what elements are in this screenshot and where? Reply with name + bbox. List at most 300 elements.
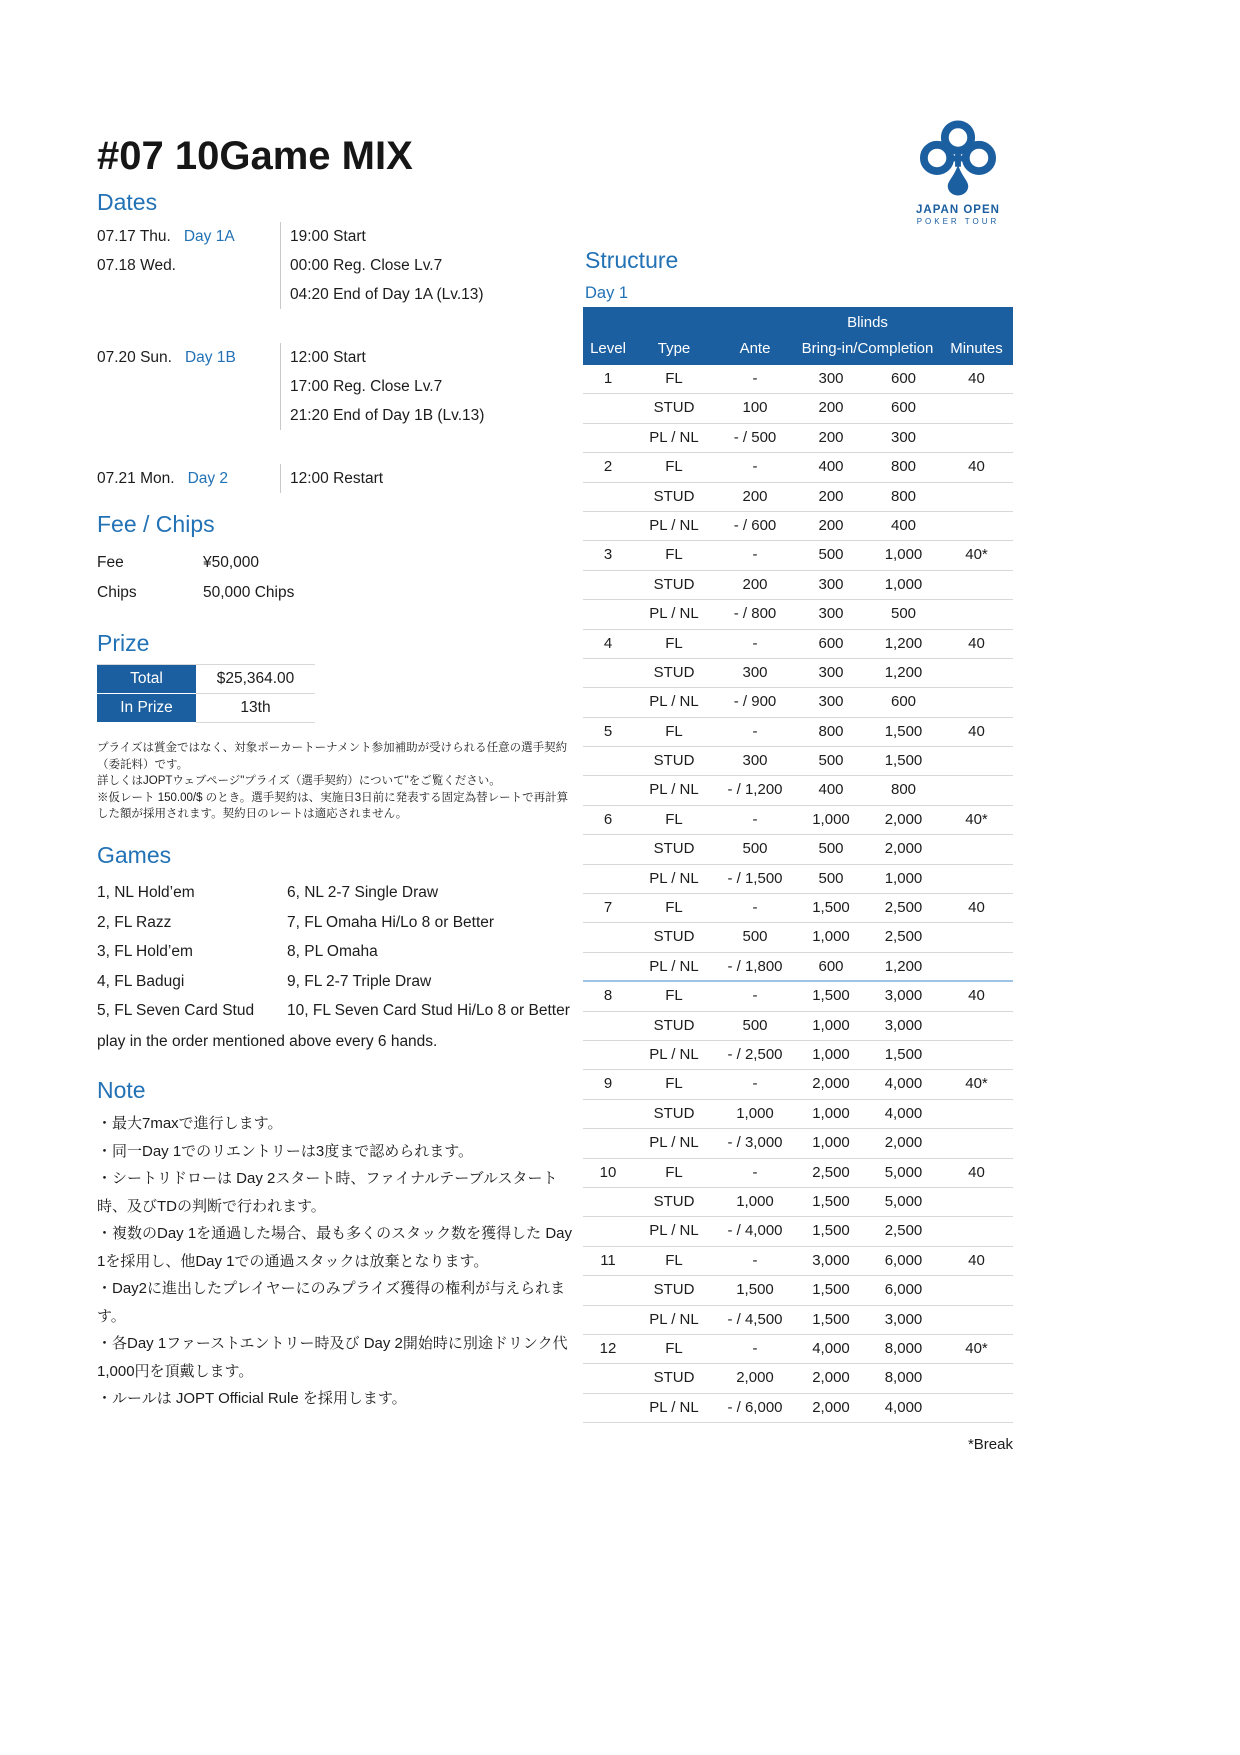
cell-bring-in: 1,000 <box>812 1134 850 1152</box>
game-item: 10, FL Seven Card Stud Hi/Lo 8 or Better <box>287 1002 570 1019</box>
cell-completion: 1,200 <box>884 957 923 975</box>
cell-bring-in: 1,000 <box>812 810 850 828</box>
cell-completion: 1,200 <box>884 634 923 652</box>
table-row <box>583 776 1013 805</box>
cell-ante: - <box>752 1163 758 1181</box>
table-row <box>583 394 1013 423</box>
event-line: 17:00 Reg. Close Lv.7 <box>290 378 443 395</box>
table-row <box>583 1247 1013 1276</box>
cell-ante: 100 <box>742 399 768 417</box>
japan-open-poker-tour-logo <box>900 118 1016 226</box>
cell-ante: 1,500 <box>736 1281 774 1299</box>
cell-type: FL <box>665 458 683 476</box>
table-row <box>583 1276 1013 1305</box>
cell-completion: 4,000 <box>884 1398 923 1416</box>
cell-level <box>583 953 633 981</box>
cell-level: 1 <box>603 370 613 387</box>
note-bullet: ・最大7maxで進行します。 <box>97 1115 283 1132</box>
cell-completion: 1,000 <box>884 869 923 887</box>
cell-bring-in: 2,000 <box>812 1075 850 1093</box>
cell-ante: 300 <box>742 752 768 770</box>
note-bullet: ・Day2に進出したプレイヤーにのみプライズ獲得の権利が与えられます。 <box>97 1280 566 1325</box>
cell-minutes <box>940 1188 1013 1216</box>
cell-type: STUD <box>653 1281 695 1299</box>
cell-ante: - <box>752 370 758 387</box>
cell-completion: 1,000 <box>884 546 923 564</box>
cell-level <box>583 1217 633 1245</box>
cell-completion: 2,500 <box>884 1222 923 1240</box>
fee-row-value: 50,000 Chips <box>203 584 295 601</box>
cell-level <box>583 1012 633 1040</box>
games-grid <box>97 878 583 1026</box>
cell-completion: 8,000 <box>884 1339 923 1357</box>
cell-completion: 500 <box>890 605 917 623</box>
prize-row <box>97 665 315 694</box>
cell-ante: - <box>752 899 758 917</box>
cell-completion: 6,000 <box>884 1251 923 1269</box>
games-right-column <box>287 878 583 1026</box>
cell-minutes <box>940 1364 1013 1392</box>
event-line: 12:00 Restart <box>290 470 384 487</box>
cell-completion: 8,000 <box>884 1369 923 1387</box>
cell-level <box>583 1306 633 1334</box>
cell-bring-in: 500 <box>818 869 844 887</box>
cell-completion: 3,000 <box>884 987 923 1005</box>
cell-minutes <box>940 953 1013 981</box>
cell-ante: - / 4,000 <box>727 1222 783 1240</box>
cell-completion: 4,000 <box>884 1104 923 1122</box>
cell-bring-in: 300 <box>818 370 844 387</box>
cell-completion: 600 <box>890 693 917 711</box>
prize-disclaimer <box>97 740 575 823</box>
cell-ante: - <box>752 987 758 1005</box>
table-row <box>583 1070 1013 1099</box>
structure-table <box>583 307 1013 1423</box>
cell-ante: 200 <box>742 487 768 505</box>
bring-in-completion-header: Bring-in/Completion <box>801 340 934 357</box>
cell-bring-in: 1,500 <box>812 1310 850 1328</box>
prize-row <box>97 694 315 723</box>
prize-heading: Prize <box>97 630 150 656</box>
table-row <box>583 424 1013 453</box>
cell-type: PL / NL <box>649 869 699 887</box>
note-bullet: ・各Day 1ファーストエントリー時及び Day 2開始時に別途ドリンク代1,000円を頂戴します。 <box>97 1335 568 1380</box>
day-label: Day 1B <box>184 349 236 366</box>
cell-ante: - <box>752 1251 758 1269</box>
cell-ante: - <box>752 1339 758 1357</box>
cell-type: FL <box>665 1251 683 1269</box>
cell-level: 10 <box>599 1163 617 1181</box>
cell-minutes <box>940 1100 1013 1128</box>
cell-completion: 4,000 <box>884 1075 923 1093</box>
cell-bring-in: 1,500 <box>812 987 850 1005</box>
cell-bring-in: 200 <box>818 428 844 446</box>
cell-minutes: 40 <box>968 987 985 1005</box>
cell-ante: - / 1,200 <box>727 781 783 799</box>
cell-bring-in: 400 <box>818 458 844 476</box>
fee-chips-heading: Fee / Chips <box>97 511 215 537</box>
date-column <box>97 464 280 493</box>
structure-day1-label: Day 1 <box>585 284 629 302</box>
game-item: 5, FL Seven Card Stud <box>97 1002 255 1019</box>
level-header: Level <box>590 340 626 357</box>
cell-type: FL <box>665 370 683 387</box>
blinds-header: Blinds <box>847 314 888 331</box>
cell-type: STUD <box>653 928 695 946</box>
game-item: 7, FL Omaha Hi/Lo 8 or Better <box>287 913 495 931</box>
cell-bring-in: 1,000 <box>812 1045 850 1063</box>
cell-level <box>583 747 633 775</box>
cell-bring-in: 2,000 <box>812 1369 850 1387</box>
cell-type: FL <box>665 1163 683 1181</box>
cell-level <box>583 1188 633 1216</box>
cell-completion: 600 <box>890 370 917 387</box>
cell-minutes: 40 <box>968 1251 985 1269</box>
cell-bring-in: 500 <box>818 840 844 858</box>
structure-table-header-row2 <box>583 336 1013 365</box>
cell-level <box>583 512 633 540</box>
cell-bring-in: 800 <box>818 722 844 740</box>
cell-type: FL <box>665 810 683 828</box>
cell-type: STUD <box>653 663 695 681</box>
cell-minutes <box>940 1276 1013 1304</box>
event-line: 12:00 Start <box>290 349 366 366</box>
cell-level <box>583 659 633 687</box>
cell-level <box>583 835 633 863</box>
logo-text-line1: JAPAN OPEN <box>916 204 1000 216</box>
day-label: Day 2 <box>187 470 229 487</box>
cell-level: 4 <box>603 634 613 652</box>
cell-bring-in: 1,000 <box>812 1104 850 1122</box>
cell-minutes <box>940 483 1013 511</box>
cell-ante: 500 <box>742 1016 768 1034</box>
date-line <box>97 222 280 251</box>
event-line: 00:00 Reg. Close Lv.7 <box>290 257 443 274</box>
cell-minutes <box>940 571 1013 599</box>
cell-bring-in: 300 <box>818 605 844 623</box>
cell-completion: 300 <box>890 428 917 446</box>
cell-minutes: 40 <box>968 370 985 387</box>
cell-ante: - <box>752 1075 758 1093</box>
cell-level <box>583 483 633 511</box>
cell-completion: 2,500 <box>884 899 923 917</box>
structure-table-body <box>583 365 1013 1423</box>
table-row <box>583 1041 1013 1070</box>
cell-type: PL / NL <box>649 1398 699 1416</box>
cell-type: PL / NL <box>649 781 699 799</box>
fee-chips-section <box>97 548 497 608</box>
cell-level <box>583 776 633 804</box>
table-row <box>583 835 1013 864</box>
cell-level <box>583 923 633 951</box>
cell-level: 9 <box>603 1075 613 1093</box>
event-line: 04:20 End of Day 1A (Lv.13) <box>290 286 484 303</box>
cell-minutes: 40* <box>965 1075 988 1093</box>
cell-type: PL / NL <box>649 1134 699 1152</box>
cell-type: STUD <box>653 1104 695 1122</box>
structure-table-header-row1 <box>583 307 1013 336</box>
table-row <box>583 718 1013 747</box>
cell-type: STUD <box>653 575 695 593</box>
date-column <box>97 343 280 430</box>
cell-ante: 500 <box>742 840 768 858</box>
cell-bring-in: 1,500 <box>812 1222 850 1240</box>
cell-bring-in: 4,000 <box>812 1339 850 1357</box>
fee-row-value: ¥50,000 <box>203 554 260 571</box>
table-row <box>583 600 1013 629</box>
cell-type: STUD <box>653 752 695 770</box>
page-title: #07 10Game MIX <box>97 134 413 178</box>
cell-level <box>583 394 633 422</box>
cell-level <box>583 1276 633 1304</box>
cell-type: PL / NL <box>649 957 699 975</box>
games-section <box>97 878 583 1056</box>
prize-row-label: In Prize <box>97 694 196 723</box>
table-row <box>583 453 1013 482</box>
game-item: 9, FL 2-7 Triple Draw <box>287 972 432 990</box>
cell-completion: 2,500 <box>884 928 923 946</box>
cell-bring-in: 1,500 <box>812 1281 850 1299</box>
prize-disclaimer-line: ※仮レート 150.00/$ のとき。選手契約は、実施日3日前に発表する固定為替レートで再計算した額が採用されます。契約日のレートは適応されません。 <box>97 791 569 820</box>
cell-ante: 2,000 <box>736 1369 774 1387</box>
cell-type: STUD <box>653 399 695 417</box>
cell-bring-in: 1,000 <box>812 928 850 946</box>
game-item: 2, FL Razz <box>97 913 172 931</box>
cell-completion: 2,000 <box>884 1134 923 1152</box>
prize-table <box>97 664 315 723</box>
cell-completion: 600 <box>890 399 917 417</box>
cell-level <box>583 1129 633 1157</box>
cell-minutes: 40 <box>968 722 985 740</box>
cell-level <box>583 571 633 599</box>
game-item: 6, NL 2-7 Single Draw <box>287 884 439 901</box>
cell-minutes <box>940 600 1013 628</box>
date-column <box>97 222 280 309</box>
cell-minutes <box>940 1012 1013 1040</box>
cell-completion: 1,500 <box>884 752 923 770</box>
table-row <box>583 1217 1013 1246</box>
cell-ante: - <box>752 634 758 652</box>
cell-completion: 800 <box>890 458 917 476</box>
cell-type: PL / NL <box>649 1045 699 1063</box>
table-row <box>583 747 1013 776</box>
game-item: 3, FL Hold’em <box>97 943 193 960</box>
cell-bring-in: 200 <box>818 516 844 534</box>
cell-level: 3 <box>603 546 613 564</box>
cell-minutes <box>940 865 1013 893</box>
prize-disclaimer-line: プライズは賞金ではなく、対象ポーカートーナメント参加補助が受けられる任意の選手契約（委託料）です。 <box>97 742 568 771</box>
cell-type: PL / NL <box>649 1310 699 1328</box>
cell-bring-in: 1,000 <box>812 1016 850 1034</box>
cell-ante: - <box>752 722 758 740</box>
cell-level: 6 <box>603 810 613 828</box>
cell-level <box>583 1364 633 1392</box>
cell-ante: - / 900 <box>733 693 777 711</box>
cell-completion: 400 <box>890 516 917 534</box>
cell-bring-in: 600 <box>818 634 844 652</box>
cell-completion: 1,200 <box>884 663 923 681</box>
note-bullet: ・複数のDay 1を通過した場合、最も多くのスタック数を獲得した Day 1を採用し、他Day 1での通過スタックは放棄となります。 <box>97 1225 573 1270</box>
cell-minutes <box>940 394 1013 422</box>
table-row <box>583 1364 1013 1393</box>
fee-row-label: Chips <box>97 584 137 601</box>
cell-completion: 1,500 <box>884 722 923 740</box>
date-text: 07.18 Wed. <box>97 257 176 274</box>
table-row <box>583 865 1013 894</box>
cell-bring-in: 1,500 <box>812 899 850 917</box>
cell-bring-in: 500 <box>818 752 844 770</box>
cell-level <box>583 688 633 716</box>
cell-completion: 2,000 <box>884 840 923 858</box>
cell-minutes <box>940 1217 1013 1245</box>
cell-bring-in: 500 <box>818 546 844 564</box>
table-row <box>583 1335 1013 1364</box>
cell-ante: 1,000 <box>736 1104 774 1122</box>
cell-type: FL <box>665 546 683 564</box>
table-row <box>583 806 1013 835</box>
cell-minutes <box>940 659 1013 687</box>
cell-completion: 800 <box>890 781 917 799</box>
game-item: 1, NL Hold’em <box>97 884 195 901</box>
table-row <box>583 1159 1013 1188</box>
cell-minutes <box>940 1394 1013 1422</box>
cell-bring-in: 600 <box>818 957 844 975</box>
cell-type: STUD <box>653 1016 695 1034</box>
cell-level <box>583 1041 633 1069</box>
cell-minutes <box>940 688 1013 716</box>
cell-level: 2 <box>603 458 613 476</box>
cell-ante: 200 <box>742 575 768 593</box>
note-bullet: ・ルールは JOPT Official Rule を採用します。 <box>97 1390 407 1407</box>
cell-bring-in: 300 <box>818 663 844 681</box>
cell-bring-in: 1,500 <box>812 1192 850 1210</box>
cell-level <box>583 600 633 628</box>
table-row <box>583 630 1013 659</box>
cell-type: STUD <box>653 840 695 858</box>
cell-bring-in: 400 <box>818 781 844 799</box>
cell-ante: - <box>752 810 758 828</box>
club-suit-icon <box>915 118 1001 196</box>
prize-row-value: $25,364.00 <box>196 665 315 694</box>
cell-type: PL / NL <box>649 1222 699 1240</box>
break-footnote: *Break <box>967 1436 1013 1453</box>
table-row <box>583 982 1013 1011</box>
table-row <box>583 953 1013 982</box>
date-text: 07.17 Thu. <box>97 228 171 245</box>
cell-level: 5 <box>603 722 613 740</box>
cell-type: FL <box>665 987 683 1005</box>
date-group <box>97 343 567 430</box>
date-line <box>97 464 280 493</box>
table-row <box>583 1012 1013 1041</box>
date-line <box>97 343 280 372</box>
cell-minutes <box>940 835 1013 863</box>
cell-type: STUD <box>653 487 695 505</box>
cell-type: FL <box>665 1339 683 1357</box>
events-column <box>280 464 567 493</box>
cell-level: 12 <box>599 1339 617 1357</box>
cell-ante: - <box>752 546 758 564</box>
fee-row <box>97 548 497 578</box>
cell-bring-in: 200 <box>818 399 844 417</box>
cell-ante: - / 1,500 <box>727 869 783 887</box>
cell-level <box>583 1394 633 1422</box>
table-row <box>583 1100 1013 1129</box>
cell-bring-in: 200 <box>818 487 844 505</box>
cell-completion: 6,000 <box>884 1281 923 1299</box>
games-footer-note: play in the order mentioned above every 6 hands. <box>97 1032 438 1050</box>
cell-level: 11 <box>600 1251 616 1269</box>
cell-ante: - / 500 <box>733 428 777 446</box>
note-section <box>97 1110 581 1413</box>
cell-minutes <box>940 1129 1013 1157</box>
dates-section <box>97 222 567 527</box>
cell-type: PL / NL <box>649 516 699 534</box>
dates-heading: Dates <box>97 189 158 215</box>
table-row <box>583 512 1013 541</box>
cell-minutes: 40 <box>968 899 985 917</box>
structure-heading: Structure <box>585 247 679 273</box>
table-row <box>583 1129 1013 1158</box>
cell-completion: 3,000 <box>884 1016 923 1034</box>
date-line <box>97 251 280 280</box>
cell-minutes <box>940 424 1013 452</box>
cell-type: FL <box>665 899 683 917</box>
cell-minutes: 40* <box>965 1339 988 1357</box>
cell-ante: - <box>752 458 758 476</box>
date-group <box>97 222 567 309</box>
cell-minutes <box>940 512 1013 540</box>
cell-ante: 1,000 <box>736 1192 774 1210</box>
cell-type: STUD <box>653 1192 695 1210</box>
note-heading: Note <box>97 1077 146 1103</box>
note-bullet: ・シートリドローは Day 2スタート時、ファイナルテーブルスタート時、及びTDの判断で行われます。 <box>97 1170 558 1215</box>
table-row <box>583 688 1013 717</box>
games-left-column <box>97 878 287 1026</box>
cell-minutes: 40 <box>968 634 985 652</box>
table-row <box>583 1306 1013 1335</box>
table-row <box>583 571 1013 600</box>
cell-completion: 5,000 <box>884 1163 923 1181</box>
cell-ante: - / 4,500 <box>727 1310 783 1328</box>
table-row <box>583 483 1013 512</box>
cell-type: PL / NL <box>649 693 699 711</box>
prize-row-label: Total <box>97 665 196 694</box>
cell-bring-in: 2,500 <box>812 1163 850 1181</box>
table-row <box>583 1394 1013 1423</box>
events-column <box>280 343 567 430</box>
cell-minutes: 40* <box>965 546 988 564</box>
table-row <box>583 923 1013 952</box>
events-column <box>280 222 567 309</box>
table-row <box>583 894 1013 923</box>
cell-minutes <box>940 923 1013 951</box>
prize-row-value: 13th <box>196 694 315 723</box>
fee-row-label: Fee <box>97 554 124 571</box>
note-bullet: ・同一Day 1でのリエントリーは3度まで認められます。 <box>97 1142 474 1160</box>
cell-minutes <box>940 747 1013 775</box>
table-row <box>583 659 1013 688</box>
event-line: 19:00 Start <box>290 228 366 245</box>
game-item: 8, PL Omaha <box>287 943 378 960</box>
cell-level <box>583 1100 633 1128</box>
ante-header: Ante <box>739 340 771 357</box>
cell-minutes <box>940 776 1013 804</box>
cell-ante: - / 2,500 <box>727 1045 783 1063</box>
cell-ante: - / 600 <box>733 516 777 534</box>
game-item: 4, FL Badugi <box>97 972 185 990</box>
cell-level <box>583 424 633 452</box>
